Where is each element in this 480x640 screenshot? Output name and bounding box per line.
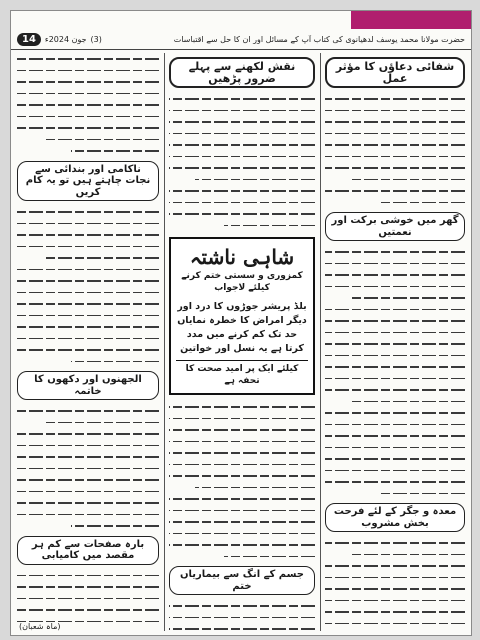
text-line <box>325 618 465 630</box>
text-line <box>325 327 465 339</box>
section-heading: نقش لکھنے سے پہلے ضرور پڑھیں <box>169 57 315 88</box>
text-line <box>169 482 315 494</box>
text-line <box>325 105 465 117</box>
text-line <box>325 258 465 270</box>
section-heading: گھر میں خوشی برکت اور نعمتیں <box>325 212 465 241</box>
section-heading: شفائی دعاؤں کا مؤثر عمل <box>325 57 465 88</box>
text-line <box>169 459 315 471</box>
text-line <box>325 419 465 431</box>
text-line <box>17 287 159 299</box>
text-line <box>169 470 315 482</box>
section-heading: معدہ و جگر کے لئے فرحت بخش مشروب <box>325 503 465 532</box>
column-middle <box>169 53 315 631</box>
text-line <box>169 174 315 186</box>
text-line <box>169 612 315 624</box>
text-line <box>169 551 315 563</box>
text-line <box>17 440 159 452</box>
text-line <box>17 241 159 253</box>
text-line <box>17 570 159 582</box>
text-line <box>325 162 465 174</box>
text-line <box>169 220 315 232</box>
text-line <box>17 321 159 333</box>
text-line <box>325 93 465 105</box>
text-line <box>17 111 159 123</box>
section-heading: جسم کے انگ سے بیماریاں ختم <box>169 566 315 595</box>
text-line <box>325 350 465 362</box>
advert-subtitle: کمزوری و سستی ختم کرنے کیلئے لاجواب <box>181 271 303 293</box>
text-line <box>169 208 315 220</box>
text-line <box>325 185 465 197</box>
footer-signature: (ماہ شعبان) <box>19 622 61 631</box>
text-line <box>169 424 315 436</box>
advert-body: بلڈ پریشر جوڑوں کا درد اور دیگر امراض کا خطرہ نمایاں حد تک کم کرنے میں مدد کرتا ہے یہ نسل اور خواتین <box>177 301 307 354</box>
column-left <box>17 53 159 631</box>
text-line <box>325 465 465 477</box>
text-line <box>325 396 465 408</box>
text-line <box>17 520 159 532</box>
top-color-band <box>351 11 471 29</box>
advert-title: شاہی ناشتہ <box>189 245 295 269</box>
text-line <box>325 281 465 293</box>
text-line <box>169 447 315 459</box>
text-line <box>325 606 465 618</box>
text-line <box>325 560 465 572</box>
text-line <box>325 338 465 350</box>
text-line <box>325 537 465 549</box>
advert-footer: کیلئے ایک پر امید صحت کا تحفہ ہے <box>176 360 308 387</box>
running-header: حضرت مولانا محمد یوسف لدھیانوی کی کتاب آپ کے مسائل اور ان کا حل سے اقتباسات <box>173 34 465 44</box>
text-line <box>17 344 159 356</box>
text-line <box>17 134 159 146</box>
text-line <box>17 275 159 287</box>
text-line <box>17 497 159 509</box>
text-line <box>325 361 465 373</box>
text-line <box>17 310 159 322</box>
text-line <box>17 463 159 475</box>
text-line <box>169 139 315 151</box>
text-line <box>169 116 315 128</box>
text-line <box>325 315 465 327</box>
text-line <box>17 206 159 218</box>
text-line <box>17 53 159 65</box>
text-line <box>17 88 159 100</box>
text-line <box>17 428 159 440</box>
text-line <box>169 128 315 140</box>
text-line <box>325 595 465 607</box>
text-line <box>17 298 159 310</box>
text-line <box>325 384 465 396</box>
text-line <box>325 292 465 304</box>
text-line <box>169 162 315 174</box>
text-line <box>17 333 159 345</box>
section-heading: ناکامی اور بندائی سے نجات چاہتے ہیں تو یہ کام کریں <box>17 161 159 202</box>
text-line <box>325 476 465 488</box>
section-heading: بارہ صفحات سے کم ہر مقصد میں کامیابی <box>17 536 159 565</box>
column-right <box>325 53 465 631</box>
text-line <box>325 128 465 140</box>
text-line <box>325 304 465 316</box>
text-line <box>169 528 315 540</box>
text-line <box>169 505 315 517</box>
text-line <box>325 583 465 595</box>
text-line <box>169 105 315 117</box>
text-line <box>325 453 465 465</box>
text-line <box>17 474 159 486</box>
text-line <box>169 516 315 528</box>
text-line <box>325 116 465 128</box>
text-line <box>169 401 315 413</box>
text-line <box>169 197 315 209</box>
column-divider <box>164 53 165 631</box>
text-line <box>17 229 159 241</box>
magazine-page <box>10 10 472 636</box>
text-line <box>325 430 465 442</box>
issue-number: (3) <box>90 34 102 44</box>
text-line <box>17 99 159 111</box>
text-line <box>17 509 159 521</box>
text-line <box>169 93 315 105</box>
text-line <box>325 246 465 258</box>
text-line <box>325 442 465 454</box>
text-line <box>17 145 159 157</box>
text-line <box>169 185 315 197</box>
text-line <box>17 65 159 77</box>
page-header <box>11 29 471 50</box>
text-line <box>325 407 465 419</box>
text-line <box>17 252 159 264</box>
text-line <box>17 405 159 417</box>
text-line <box>169 600 315 612</box>
text-line <box>17 264 159 276</box>
text-line <box>325 174 465 186</box>
text-line <box>325 549 465 561</box>
text-line <box>17 417 159 429</box>
text-line <box>17 451 159 463</box>
text-line <box>17 581 159 593</box>
text-line <box>325 572 465 584</box>
text-line <box>17 122 159 134</box>
column-divider <box>320 53 321 631</box>
text-line <box>325 269 465 281</box>
text-line <box>17 604 159 616</box>
page-number: 14 <box>17 33 41 46</box>
text-line <box>325 197 465 209</box>
text-line <box>169 413 315 425</box>
text-line <box>17 593 159 605</box>
text-line <box>169 539 315 551</box>
text-line <box>17 76 159 88</box>
text-line <box>17 486 159 498</box>
text-line <box>325 629 465 631</box>
advert-box <box>169 237 315 395</box>
text-line <box>169 436 315 448</box>
page-meta <box>11 33 102 46</box>
text-line <box>169 493 315 505</box>
text-line <box>169 151 315 163</box>
text-line <box>325 151 465 163</box>
text-line <box>169 623 315 631</box>
text-line <box>17 356 159 368</box>
issue-date: جون 2024ء <box>44 34 87 44</box>
text-line <box>17 218 159 230</box>
text-line <box>325 488 465 500</box>
text-line <box>325 139 465 151</box>
text-line <box>325 373 465 385</box>
section-heading: الجھنوں اور دکھوں کا خاتمہ <box>17 371 159 400</box>
